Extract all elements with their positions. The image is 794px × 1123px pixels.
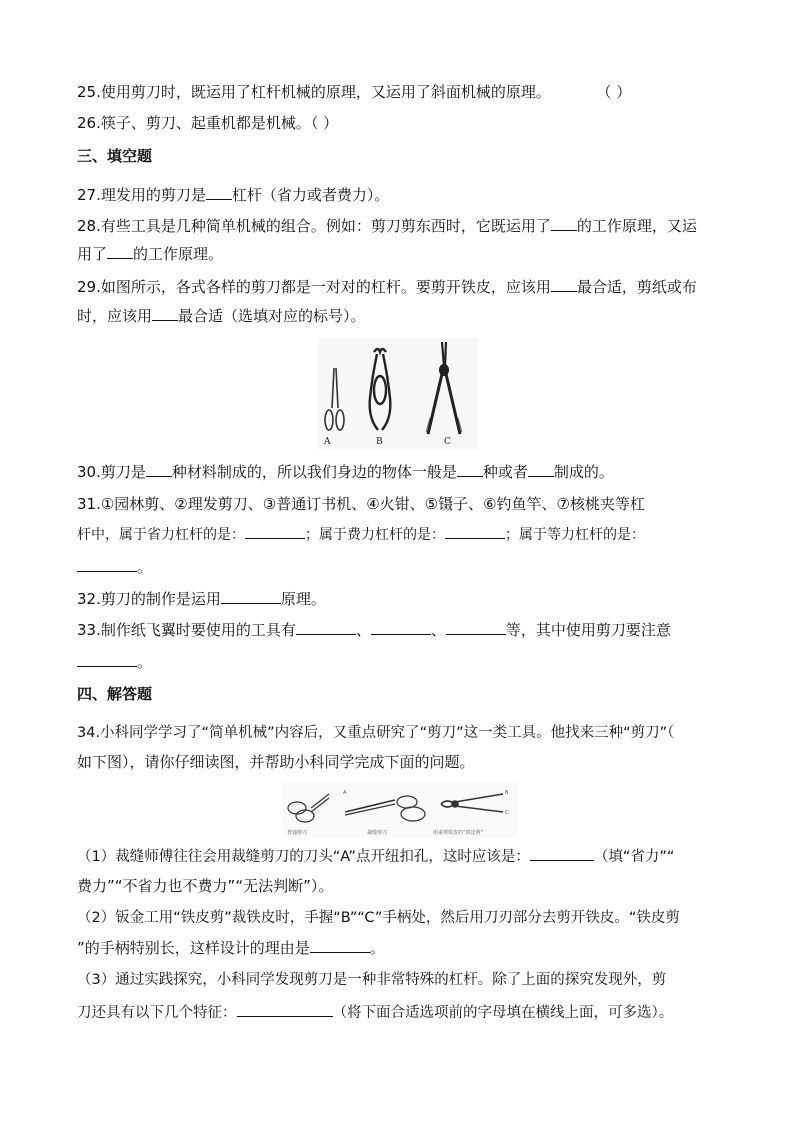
question-31-line-3 <box>77 557 717 577</box>
question-26 <box>77 113 717 133</box>
scissors-types-figure <box>283 782 517 838</box>
question-33-text-b: 、 <box>355 621 371 639</box>
question-34-line-1 <box>77 723 717 743</box>
question-31-text-c: ；属于费力杠杆的是： <box>305 527 445 543</box>
figure-background <box>318 338 478 450</box>
figure-label-a: A <box>324 437 331 447</box>
question-34-3-text-b: 刀还具有以下几个特征： <box>77 1005 237 1021</box>
point-c-label: C <box>505 810 509 816</box>
question-30-text-b: 种材料制成的，所以我们身边的物体一般是 <box>171 463 457 481</box>
answer-paren: （ ） <box>596 83 632 101</box>
answer-blank[interactable] <box>221 589 281 604</box>
answer-blank[interactable] <box>296 620 356 635</box>
answer-blank[interactable] <box>445 524 505 539</box>
answer-blank[interactable] <box>206 185 232 200</box>
question-34-1-text-c: 费力”“不省力也不费力”“无法判断”）。 <box>77 877 334 895</box>
answer-blank[interactable] <box>146 462 172 477</box>
question-29-text-b: 最合适，剪纸或布 <box>576 278 697 296</box>
question-28-line-2 <box>77 244 717 264</box>
question-29-text-c: 时，应该用 <box>77 307 153 325</box>
question-34-3-line-1 <box>77 970 717 990</box>
answer-blank[interactable] <box>237 1002 333 1017</box>
question-31-line-1 <box>77 494 717 514</box>
section-heading-answer: 四、解答题 <box>77 685 153 703</box>
caption-tailor-scissors: 裁缝剪刀 <box>367 830 388 836</box>
question-28-text-a: 28.有些工具是几种简单机械的组合。例如：剪刀剪东西时，它既运用了 <box>77 217 551 235</box>
question-34-1-text-a: （1）裁缝师傅往往会用裁缝剪刀的刀头“A”点开纽扣孔，这时应该是： <box>77 849 530 865</box>
question-34-1-text-b: （填“省力”“ <box>593 849 675 865</box>
question-34-text-a: 34.小科同学学习了“简单机械”内容后，又重点研究了“剪刀”这一类工具。他找来三种“剪刀”（ <box>77 725 675 741</box>
answer-blank[interactable] <box>77 557 137 572</box>
question-32-text-a: 32.剪刀的制作是运用 <box>77 590 221 608</box>
question-31-text-e: 。 <box>137 558 153 576</box>
figure-label-b: B <box>376 437 383 447</box>
question-29-line-1 <box>77 277 717 297</box>
question-28-text-b: 的工作原理，又运 <box>576 217 697 235</box>
question-33-text-a: 33.制作纸飞翼时要使用的工具有 <box>77 621 296 639</box>
question-30-text-d: 制成的。 <box>553 463 614 481</box>
question-29-text-d: 最合适（选填对应的标号）。 <box>178 307 366 325</box>
question-33-line-2 <box>77 652 717 672</box>
question-34-2-text-b: ”的手柄特别长，这样设计的理由是 <box>77 939 310 957</box>
answer-blank[interactable] <box>107 244 133 259</box>
question-31-text-b: 杆中，属于省力杠杆的是： <box>77 527 245 543</box>
question-29-line-2 <box>77 306 717 326</box>
question-34-2-line-2 <box>77 938 717 958</box>
question-33-text-e: 。 <box>137 653 153 671</box>
question-34-2-text-a: （2）钣金工用“铁皮剪”裁铁皮时，手握“B”“C”手柄处，然后用刀刃部分去剪开铁皮。“铁皮剪 <box>77 910 680 926</box>
answer-blank[interactable] <box>530 846 594 861</box>
section-heading-fill-in: 三、填空题 <box>77 147 153 165</box>
question-30-text-a: 30.剪刀是 <box>77 463 146 481</box>
answer-blank[interactable] <box>77 652 137 667</box>
question-33-text-c: 、 <box>430 621 446 639</box>
question-34-text-b: 如下图），请你仔细读图，并帮助小科同学完成下面的问题。 <box>77 753 475 771</box>
question-27 <box>77 185 717 205</box>
question-34-2-line-1 <box>77 908 717 928</box>
answer-blank[interactable] <box>371 620 431 635</box>
question-29-text-a: 29.如图所示，各式各样的剪刀都是一对对的杠杆。要剪开铁皮，应该用 <box>77 278 551 296</box>
scissors-figure-abc <box>318 338 478 450</box>
question-33-text-d: 等，其中使用剪刀要注意 <box>505 621 671 639</box>
question-30-text-c: 种或者 <box>482 463 528 481</box>
answer-blank[interactable] <box>457 462 483 477</box>
answer-blank[interactable] <box>245 524 305 539</box>
answer-blank[interactable] <box>446 620 506 635</box>
question-31-text-a: 31.①园林剪、②理发剪刀、③普通订书机、④火钳、⑤镊子、⑥钓鱼竿、⑦核桃夹等杠 <box>77 495 645 513</box>
question-27-text-b: 杠杆（省力或者费力）。 <box>231 186 390 204</box>
question-34-1-line-2 <box>77 876 717 896</box>
question-28-text-d: 的工作原理。 <box>133 245 224 263</box>
question-30 <box>77 462 717 482</box>
point-b-label: B <box>505 790 509 796</box>
question-34-3-text-c: （将下面合适选项前的字母填在横线上面，可多选）。 <box>332 1005 674 1021</box>
question-31-text-d: ；属于等力杠杆的是： <box>505 527 645 543</box>
question-27-text-a: 27.理发用的剪刀是 <box>77 186 206 204</box>
answer-blank[interactable] <box>528 462 554 477</box>
question-25-text: 25.使用剪刀时，既运用了杠杆机械的原理，又运用了斜面机械的原理。 <box>77 83 551 101</box>
question-34-1-line-1 <box>77 846 717 867</box>
question-34-line-2 <box>77 752 717 772</box>
point-a-label: A <box>343 790 347 796</box>
question-28-line-1 <box>77 216 717 236</box>
answer-blank[interactable] <box>152 306 178 321</box>
answer-blank[interactable] <box>310 938 370 953</box>
question-28-text-c: 用了 <box>77 245 108 263</box>
question-34-3-text-a: （3）通过实践探究，小科同学发现剪刀是一种非常特殊的杠杆。除了上面的探究发现外，剪 <box>77 972 667 988</box>
question-33-line-1 <box>77 620 717 640</box>
answer-blank[interactable] <box>551 216 577 231</box>
question-34-2-text-c: 。 <box>369 939 385 957</box>
question-26-text: 26.筷子、剪刀、起重机都是机械。（ ） <box>77 114 339 132</box>
question-31-line-2 <box>77 524 717 545</box>
answer-blank[interactable] <box>551 277 577 292</box>
question-32 <box>77 589 717 609</box>
question-32-text-b: 原理。 <box>280 590 326 608</box>
figure-label-c: C <box>444 437 451 447</box>
caption-tin-snips: 用来剪铁皮的“铁皮剪” <box>433 830 484 836</box>
caption-ordinary-scissors: 普通剪刀 <box>287 830 308 836</box>
question-34-3-line-2 <box>77 1002 717 1023</box>
question-25 <box>77 82 717 102</box>
